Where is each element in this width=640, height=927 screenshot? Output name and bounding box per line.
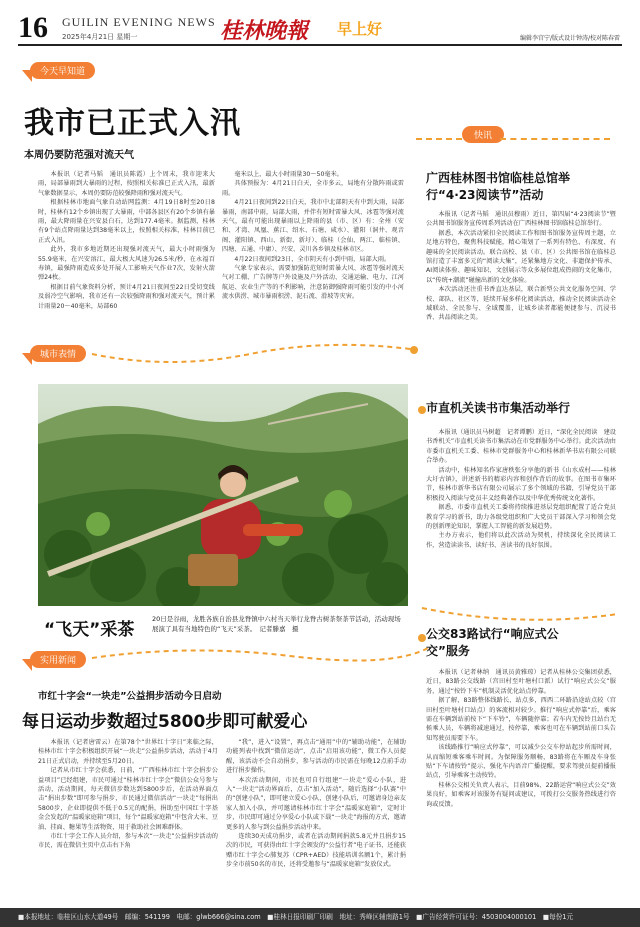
paragraph: 4月22日夜间到23日，全市阴天有小到中雨，局部大雨。	[234, 255, 391, 263]
paper-name: GUILIN EVENING NEWS	[62, 15, 216, 29]
paragraph: 据悉，市委市直机关工委将持续推进基层党组织配置了适合党员教育学习的新书，助力各级党组织和广大党员干部深入学习和领会党的创新理论知识，掌握人工智能的新发展趋势。	[426, 504, 616, 531]
dot-icon	[410, 346, 418, 354]
right-body-3	[426, 668, 616, 903]
tag-label: 实用新闻	[30, 651, 86, 668]
photo-caption-text: 20日是谷雨，龙胜各族自治县龙脊镇中六村当天举行龙脊古树茶祭茶节活动，活动现场展演了具有当地特色的“飞天”采茶。 记者滕嘉 摄	[152, 615, 401, 633]
header-rule	[18, 44, 622, 46]
issue-date: 2025年4月21日 星期一	[62, 33, 138, 41]
tea-picking-photo	[38, 384, 408, 606]
main-headline: 我市已正式入汛	[24, 106, 241, 141]
right-body-2	[426, 428, 616, 604]
kuaixun-tag: 快讯	[462, 126, 504, 143]
bottom-body-col1	[38, 738, 218, 903]
tag-label: 城市表情	[30, 345, 86, 362]
paragraph: 记者从市红十字会获悉，日前，“广西桂林市红十字会捐步公益项目”已经组建，市民可通过“桂林市红十字会”微信公众号参与活动，活动期间，每天微信步数达到5800步后，在活动界面点击“捐出步数”即可参与捐步，市民通过微信活动“一块走”每捐出5800步，企业即提供不低于0.5元的配捐，捐助至中国红十字基金会发起的“温暖家庭箱”项目，每个“温暖家庭箱”中包含大米、豆油、挂面、糖果等生活物资，用于救助社会困难群体。	[38, 767, 218, 831]
right-headline-3: 公交83路试行“响应式公交”服务	[426, 627, 559, 658]
section-name: 早上好	[337, 20, 383, 38]
paragraph: 桂林公交相关负责人表示，目前98%、22路运营“响应式公交”效果良好，如乘客对该服务有疑问或建议，可拨打公交服务热线进行咨询或反馈。	[426, 781, 616, 808]
paragraph: 本报讯（记者唐雷云）在第78个“世界红十字日”来临之际，桂林市红十字会积极组织开展“一块走”公益捐步活动，活动于4月21日正式启动，并持续至5月20日。	[38, 739, 218, 765]
page-number: 16	[18, 11, 48, 44]
bottom-headline: 每日运动步数超过5800步即可献爱心	[22, 712, 308, 732]
dash-divider	[416, 138, 462, 140]
editors-credit: 编辑李宫宁/版式设计钟涛/校对陈春雷	[520, 35, 621, 42]
paragraph: 主办方表示，他们将以此次活动为契机，持续深化全民阅读工作，营造读读书、读好书、善读书的良好氛围。	[426, 532, 616, 549]
paragraph: 毫米以上，最大小时雨量30～50毫米。	[234, 171, 343, 178]
paragraph: 本报讯（通讯员马树超 记者谭鹏）近日，“深化全民阅读 建设书香机关”市直机关读书市集活动在市党群服务中心举行。此次活动由市委市直机关工委、桂林市党群服务中心和桂林新华书店有限公司联合举办。	[426, 429, 616, 465]
paragraph: 气象专家表示，需要加强防范短时雷暴大风、冰雹等强对流天气对工棚、广告牌等户外设施及户外活动、交通运输、电力、江河航运、农业生产等的不利影响，注意防御强降雨可能引发的中小河流水供涝、城市暴雨积涝、泥石流、滑坡等灾害。	[222, 265, 404, 301]
paragraph: 此外，我市多地近期还出现强对流天气，最大小时雨强为55.9毫米，在兴安溶江，最大极大风速为26.5米/秒，在永福百寿镇，最强降雨造成多处开展人工影响天气作业7次，发射火箭弹24枚。	[38, 246, 215, 282]
paragraph: 活动中，桂林知名作家唐秩张分享他的新书《山水成村——桂林大圩古镇》，讲述新书的精彩内容和创作背后的故事。在图书市集环节，桂林市新华书店有限公司展示了多个领域的书籍，引导党员干部积极投入阅读与党员丰义经典著作以及中华优秀传统文化著作。	[426, 466, 616, 502]
paragraph: 根据桂林市地面气象自动站网监测：4月19日8时至20日8时，桂林有12个乡镇出现了大暴雨，中部各县区有20个乡镇有暴雨，最大降雨量在兴安县白石，达到177.4毫米。据监测，桂林有9个站点降雨量达到38毫米以上，按照相关标准，桂林目前已正式入汛。	[38, 199, 215, 244]
dash-divider	[500, 138, 610, 140]
paragraph: 根据目前气象资料分析，预计4月21日夜间至22日受切变线及弱冷空气影响，我市还有一次较强降雨和强对流天气，预计累计雨量20～40毫米，局部60	[38, 283, 215, 310]
paragraph: 本次活动期间，市民也可自行组建“一块走”爱心小队，进入“一块走”活动界面后，点击“加入活动”，随后选择“小队赛”中的“创建小队”，即可建立爱心小队，创建小队后，可邀请身边亲友家人加入小队，并可邀请桂林市红十字会“温暖家庭箱”，定时计步，市民即可通过分享爱心小队或下载“一块走”海报的方式，邀请更多的人参与到公益捐步活动中来。	[226, 776, 406, 831]
paragraph: 4月21日夜间到22日白天，我市中北部阴天有中到大雨，局部暴雨，南部中雨，局部大雨，并伴有短时雷暴大风、冰雹等强对流天气，最有可能出现暴雨以上降雨的县（市、区）有：全州（安和、才湾、凤凰、蕉江、绍水、石塘、咸水）、灌阳（洞井、观音阁、灌阳镇、西山、新街、新圩）、临桂（会仙、两江、临桂镇、四塘、五通、中庸）、兴安、灵川各乡镇及桂林市区。	[222, 199, 404, 254]
main-subhead: 本周仍要防范强对流天气	[24, 150, 134, 161]
paragraph: 据了解，83路整体线路长、站点多，西西二环路沿途站点较（宫田村至叶塘村口站点）的客流相对较少。推行“响应式停靠”后，乘客需在车辆到站前按下“下车铃”，车辆随停靠；若车内无按铃且站台无候乘人员，车辆将减速通过，按停靠，乘客也可在车辆到站前口头告知驾驶员需要下车。	[426, 697, 616, 742]
paragraph: 市红十字会工作人员介绍，参与本次“一块走”公益捐步活动的市民，需在微信主页中点击右下角	[38, 833, 218, 850]
main-body-col1	[38, 170, 215, 340]
masthead	[0, 0, 640, 46]
paragraph: “我”，进入“设置”，再点击“通用”中的“辅助功能”，在辅助功能列表中找到“微信运动”，点击“启用该功能”，微工作人员提醒，该活动不会自动捐步，参与活动的市民需在每晚12点前手动进行捐步操作。	[226, 739, 406, 775]
paragraph: 本报讯（记者马韬 通讯员陈霞）上个周末，我市迎来大雨，局部暴雨到大暴雨的过程，按照相关标准已正式入汛，最新气象数据显示，本周仍要防范较强降雨和强对流天气。	[38, 171, 215, 197]
paragraph: 本报讯（记者林纳 通讯员黄雅琼）记者从桂林公交集团获悉，近日，83路公交线路（宫田村至叶塘村口派）试行“响应式公交”服务，通过“按铃下车”机制灵活优化站点停靠。	[426, 669, 616, 695]
paragraph: 具体预报为：4月21日白天，全市多云，局地有分散阵雨或雷雨。	[222, 180, 404, 197]
dash-curve	[90, 330, 420, 370]
paragraph: 本次活动还注重书香直达基层，联合新型公共文化服务空间、学校、部队、社区等，延续开展多样化阅读活动，推动全民阅读活动全域联动、全民参与、全域覆盖，让城乡读者都能便捷参与、沉浸书香、共品阅读之美。	[426, 286, 616, 322]
paper-logo: 桂林晚報	[220, 18, 309, 44]
bottom-body-col2	[226, 738, 406, 903]
paragraph: 该线路推行“响应式停靠”，可以减少公交车停站起步所需时间，从而缩短乘客乘车时间。为保障服务顺畅，83路将在车厢及车身张贴“下车请按铃”提示，强化车内语音广播提醒，要求驾驶员提前播报站点，引导乘客主动按铃。	[426, 744, 616, 780]
right-divider	[418, 150, 420, 892]
right-headline-2: 市直机关读书市集活动举行	[426, 401, 571, 415]
tag-label: 今天早知道	[30, 62, 95, 79]
dash-curve	[90, 640, 430, 670]
bottom-kicker: 市红十字会“一块走”公益捐步活动今日启动	[38, 691, 222, 702]
paragraph: 据悉，本次活动紧扣全民阅读工作和图书馆服务宣传周主题，立足地方特色，聚焦科技赋能，精心策划了一系列有特色、有深度、有趣味的全民阅读活动。联合高校、县（市、区）公共图书馆在临桂总馆打造了丰富多元的“阅读大集”，还紧集地方文化、非遗保护传承、AI阅读体验、趣味知识、文创展示等众多展位组成热闹的文化集市，以“传统+潮流”碰撞出新的文化体验。	[426, 229, 616, 284]
paragraph: 本报讯（记者马韬 通讯员穆雨）近日，第四届“4·23阅读节”暨公共图书馆服务宣传周系列活动在广西桂林图书馆临桂总馆举行。	[426, 211, 616, 228]
dot-icon	[418, 634, 426, 642]
right-body-1	[426, 210, 616, 390]
footer-bar: ■本报地址：临桂区山水大道49号 邮编：541199 电邮：glwb666@sina.com ■桂林日报印刷厂印刷 地址：秀峰区辅南路1号 ■广告经营许可证号：4503004000101 ■每份1元	[0, 908, 640, 927]
main-body-col2	[222, 170, 404, 340]
right-headline-1: 广西桂林图书馆临桂总馆举行“4·23阅读节”活动	[426, 171, 571, 202]
dot-icon	[418, 406, 426, 414]
paragraph: 连续30天成功捐步，或者在活动期间捐款5.8元并且捐步15次的市民，可获得由红十字会颁发的“公益行者”电子证书，还能获赠市红十字会心肺复苏（CPR+AED）技能培训名额1个，累计捐步全市前50名的市民，还将受邀参与“温暖家庭箱”发放仪式。	[226, 833, 406, 869]
photo-caption-title: “飞天”采茶	[44, 620, 135, 640]
dash-curve	[420, 604, 620, 626]
